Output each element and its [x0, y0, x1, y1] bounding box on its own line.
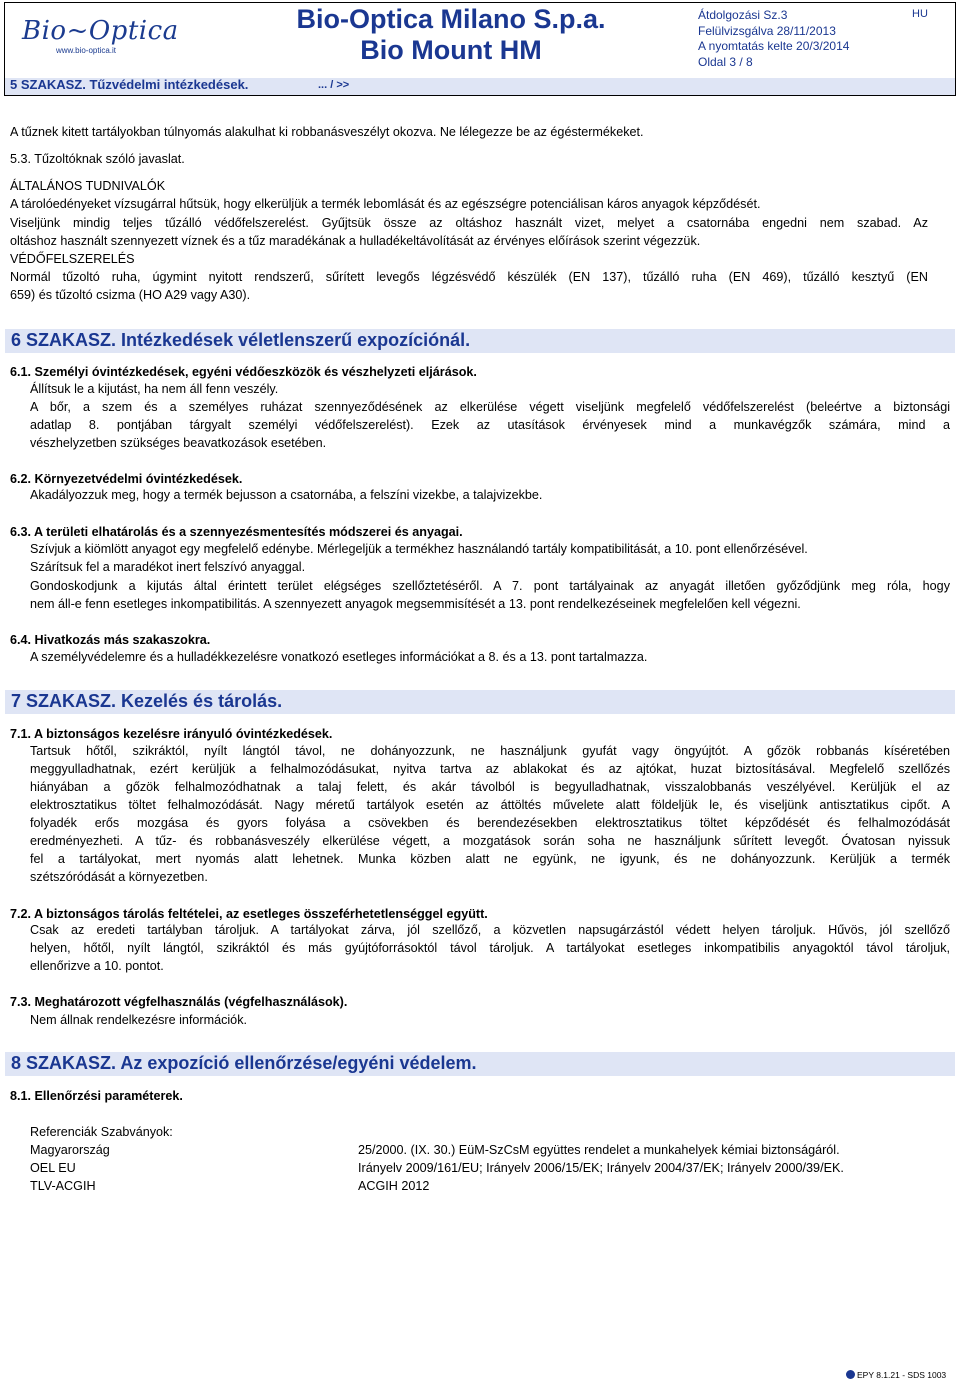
- text-line: oltáshoz használt szennyezett víznek és a tűz maradékának a hulladékeltávolítását az érvényes előírások szerint végezzük.: [10, 234, 701, 248]
- subsection-heading: 7.1. A biztonságos kezelésre irányuló óvintézkedések.: [10, 727, 333, 741]
- text-line: A bőr, a szem és a személyes ruházat szennyeződésének az elkerülése végett viseljünk megfelelő védőfelszerelést (beleértve a biztonsági: [30, 400, 950, 414]
- document-meta: [698, 8, 849, 70]
- company-name: Bio-Optica Milano S.p.a.: [296, 4, 606, 34]
- text-line: meggyulladhatnak, ezért kerüljük a felhalmozódásukat, nyitva tartva az ablakokat és az ajtókat, huzat biztosításával. Megfelelő szellőzés: [30, 762, 950, 776]
- text-line: Normál tűzoltó ruha, úgymint nyitott rendszerű, sűrített levegős légzésvédő készülék (EN 137), tűzálló ruha (EN 469), tűzálló kesztyű (EN: [10, 270, 928, 284]
- section-title: 8 SZAKASZ. Az expozíció ellenőrzése/egyéni védelem.: [11, 1053, 477, 1073]
- text-line: Nem állnak rendelkezésre információk.: [30, 1013, 247, 1027]
- continued-mark: ... / >>: [318, 79, 350, 91]
- text-line: A tárolóedényeket vízsugárral hűtsük, hogy elkerüljük a termék lebomlását és az egészségre potenciálisan káros anyagok képződését.: [10, 197, 761, 211]
- page-number: Oldal 3 / 8: [698, 54, 753, 69]
- reference-country: OEL EU: [30, 1161, 76, 1175]
- subsection-heading: 8.1. Ellenőrzési paraméterek.: [10, 1089, 183, 1103]
- text-line: hiányában a gőzök felhalmozódhatnak a talaj felett, és akár távolból is begyulladhatnak, visszalobbanás veszélyével. Kerüljük el az: [30, 780, 950, 794]
- subsection-heading: 6.1. Személyi óvintézkedések, egyéni védőeszközök és vészhelyzeti eljárások.: [10, 365, 477, 379]
- text-line: ÁLTALÁNOS TUDNIVALÓK: [10, 179, 166, 193]
- text-line: VÉDŐFELSZERELÉS: [10, 252, 135, 266]
- epy-logo-icon: [846, 1370, 855, 1379]
- text-line: folyadék erős mozgása és gyors folyása a csövekben és berendezésekben elektrosztatikus töltet képződését és felhalmozódását: [30, 816, 950, 830]
- subsection-heading: 7.2. A biztonságos tárolás feltételei, az esetleges összeférhetetlenséggel együtt.: [10, 907, 488, 921]
- text-line: eredményezheti. A tűz- és robbanásveszély elkerülése végett, a mozgatások során soha ne használjunk sűrített levegőt. Óvatosan nyissuk: [30, 834, 950, 848]
- company-block: [266, 4, 636, 66]
- reference-country: TLV-ACGIH: [30, 1179, 96, 1193]
- text-line: Viseljünk mindig teljes tűzálló védőfelszerelést. Gyűjtsük össze az oltáshoz használt vizet, melyet a csatornába engedni nem szabad. Az: [10, 216, 928, 230]
- text-line: elektrosztatikus töltet felhalmozódását. Nagy méretű tartályok esetén az áttöltés művelete alatt földeljük le, és viseljünk antisztatikus cipőt. A: [30, 798, 950, 812]
- text-line: Tartsuk hőtől, szikráktól, nyílt lángtól távol, ne dohányozzunk, ne használjunk gyufát vagy öngyújtót. A gőzök robbanás kíséretében: [30, 744, 950, 758]
- subsection-heading: 6.4. Hivatkozás más szakaszokra.: [10, 633, 211, 647]
- text-line: Gondoskodjunk a kijutás által érintett terület elégséges szellőztetéséről. A 7. pont tartályainak az anyagát illetően győződjünk meg róla, hogy: [30, 579, 950, 593]
- footer: [846, 1370, 946, 1380]
- paragraph: A tűznek kitett tartályokban túlnyomás alakulhat ki robbanásveszélyt okozva. Ne lélegezze be az égéstermékeket.: [10, 125, 644, 139]
- text-line: A személyvédelemre és a hulladékkezelésre vonatkozó esetleges információkat a 8. és a 13. pont tartalmazza.: [30, 650, 648, 664]
- review-date: Felülvizsgálva 28/11/2013: [698, 23, 836, 38]
- section-title: 7 SZAKASZ. Kezelés és tárolás.: [11, 691, 283, 711]
- text-line: 659) és tűzoltó csizma (HO A29 vagy A30).: [10, 288, 251, 302]
- continued-section-title: 5 SZAKASZ. Tűzvédelmi intézkedések.: [10, 77, 249, 92]
- reference-country: Magyarország: [30, 1143, 110, 1157]
- reference-standards-label: Referenciák Szabványok:: [30, 1125, 173, 1139]
- section-title: 6 SZAKASZ. Intézkedések véletlenszerű expozíciónál.: [11, 330, 471, 350]
- footer-text: EPY 8.1.21 - SDS 1003: [857, 1370, 947, 1380]
- print-date: A nyomtatás kelte 20/3/2014: [698, 39, 850, 53]
- subsection-heading: 6.2. Környezetvédelmi óvintézkedések.: [10, 472, 243, 486]
- logo-text: Bio~Optica: [22, 16, 179, 46]
- text-line: vészhelyzetben szükséges beavatkozások esetében.: [30, 436, 327, 450]
- text-line: fel a tartályokat, mert nyomás alatt lehetnek. Munka közben alatt ne együnk, ne igyunk, és ne dohányozzunk. Kerüljük a termék: [30, 852, 950, 866]
- subsection-heading: 6.3. A területi elhatárolás és a szennyezésmentesítés módszerei és anyagai.: [10, 525, 463, 539]
- company-logo: [22, 16, 182, 56]
- section-heading-band: [5, 329, 955, 353]
- section-heading-band: [5, 690, 955, 714]
- revision: Átdolgozási Sz.3: [698, 8, 788, 22]
- text-line: Szárítsuk fel a maradékot inert felszívó anyaggal.: [30, 560, 306, 574]
- reference-source: 25/2000. (IX. 30.) EüM-SzCsM együttes rendelet a munkahelyek kémiai biztonságáról.: [358, 1143, 840, 1157]
- section-heading-band: [5, 1052, 955, 1076]
- text-line: ellenőrizve a 10. pontot.: [30, 959, 164, 973]
- subsection-heading: 7.3. Meghatározott végfelhasználás (végfelhasználások).: [10, 995, 348, 1009]
- reference-source: ACGIH 2012: [358, 1179, 430, 1193]
- subsection-heading: 5.3. Tűzoltóknak szóló javaslat.: [10, 152, 185, 166]
- text-line: Akadályozzuk meg, hogy a termék bejusson a csatornába, a felszíni vizekbe, a talajvizekbe.: [30, 488, 543, 502]
- text-line: szétszóródását a környezetben.: [30, 870, 208, 884]
- text-line: Állítsuk le a kijutást, ha nem áll fenn veszély.: [30, 382, 279, 396]
- text-line: Szívjuk a kiömlött anyagot egy megfelelő edénybe. Mérlegeljük a termékhez használandó tartály kompatibilitását, a 10. pont ellenőrzésével.: [30, 542, 808, 556]
- text-line: nem áll-e fenn esetleges inkompatibilitás. A szennyezett anyagok megsemmisítését a 13. pont rendelkezéseinek megfelelően kell végezni.: [30, 597, 801, 611]
- product-name: Bio Mount HM: [360, 35, 542, 65]
- language-code: HU: [912, 8, 928, 20]
- text-line: helyen, hőtől, nyílt lángtól, szikráktól és más gyújtóforrásoktól távol tároljuk. A tartályokat esetleges inkompatibilis anyagoktól távol tároljuk,: [30, 941, 950, 955]
- text-line: adatlap 8. pontjában tárgyalt személyi védőfelszerelést). Ezek az utasítások érvényesek mind a munkavégzők számára, mind a: [30, 418, 950, 432]
- logo-url: www.bio-optica.it: [56, 46, 117, 55]
- text-line: Csak az eredeti tartályban tároljuk. A tartályokat zárva, jól szellőző, a közvetlen napsugárzástól védett helyen tároljuk. Hűvös, jól szellőző: [30, 923, 950, 937]
- reference-source: Irányelv 2009/161/EU; Irányelv 2006/15/EK; Irányelv 2004/37/EK; Irányelv 2000/39/EK.: [358, 1161, 844, 1175]
